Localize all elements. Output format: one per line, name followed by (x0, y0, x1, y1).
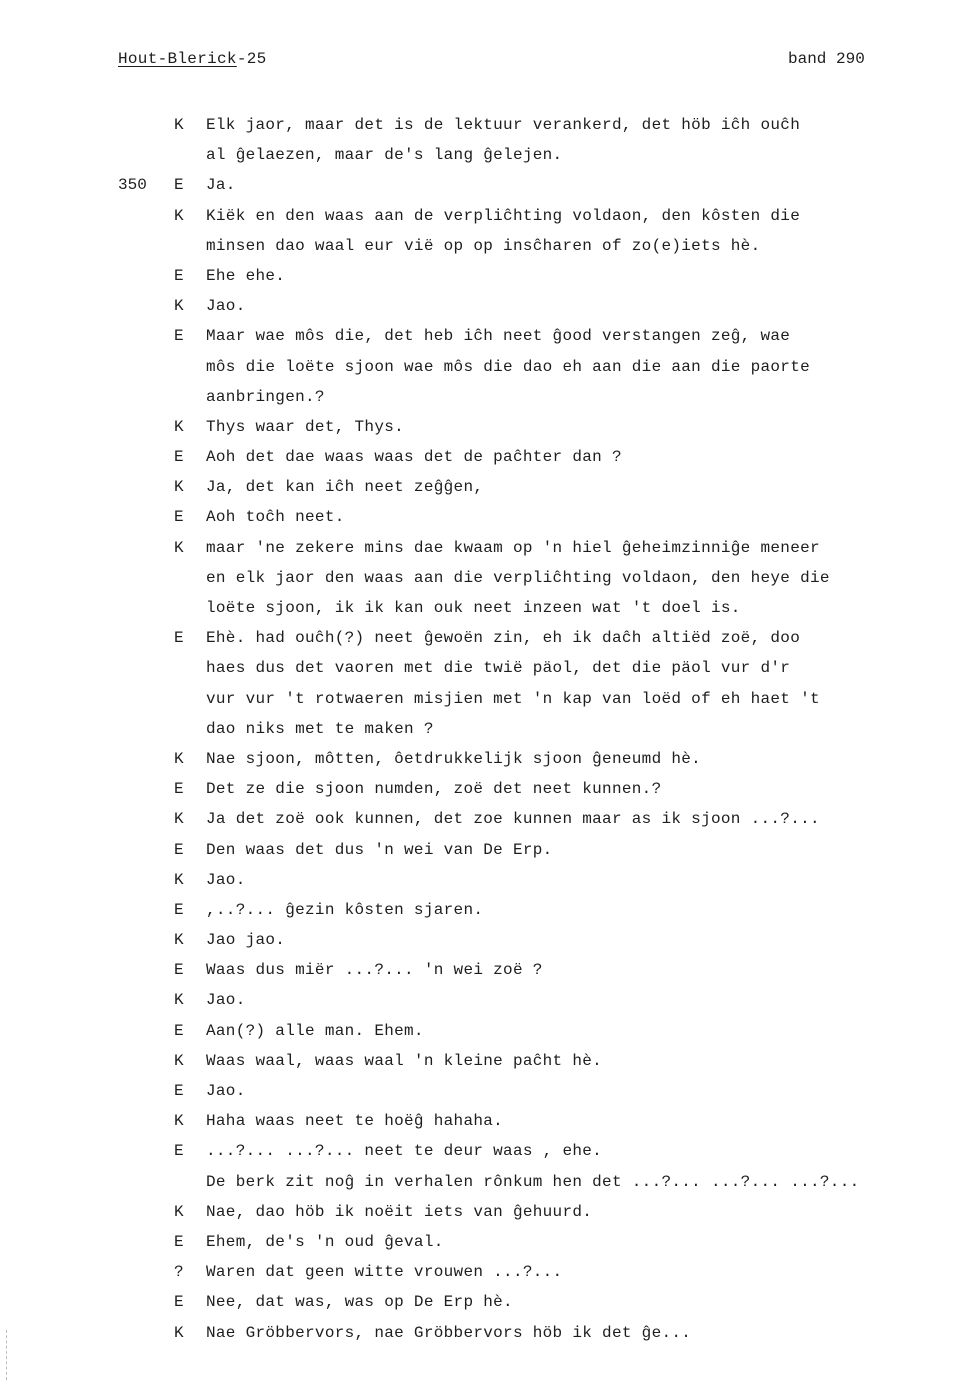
utterance-line: Ehem, de's 'n oud ĝeval. (206, 1232, 444, 1251)
header-page-number: -25 (236, 50, 267, 68)
utterance-line: Waas waal, waas waal 'n kleine paĉht hè. (206, 1051, 603, 1070)
speaker-code: K (174, 991, 184, 1010)
speaker-code: K (174, 810, 184, 829)
utterance-line: en elk jaor den waas aan die verpliĉhting voldaon, den heye die (206, 568, 830, 587)
utterance-line: Ja det zoë ook kunnen, det zoe kunnen maar as ik sjoon ...?... (206, 810, 820, 829)
transcript-entry (0, 1046, 973, 1076)
utterance-line: De berk zit noĝ in verhalen rônkum hen det ...?... ...?... ...?... (206, 1172, 860, 1191)
transcript-entry (0, 804, 973, 834)
utterance-line: loëte sjoon, ik ik kan ouk neet inzeen wat 't doel is. (206, 599, 741, 617)
margin-mark (6, 1330, 8, 1380)
speaker-code: K (174, 749, 184, 768)
speaker-code: E (174, 1293, 184, 1312)
utterance-line: Nae Gröbbervors, nae Gröbbervors höb ik det ĝe... (206, 1323, 692, 1342)
speaker-code: K (174, 1112, 184, 1131)
transcript-entry (0, 1197, 973, 1227)
transcript-entry (0, 442, 973, 472)
transcript-entry (0, 1257, 973, 1287)
speaker-code: E (174, 266, 184, 285)
speaker-code: K (174, 297, 184, 316)
utterance-line: Jao jao. (206, 931, 286, 950)
utterance-line: Jao. (206, 297, 246, 316)
speaker-code: E (174, 508, 184, 527)
utterance-line: Aoh toĉh neet. (206, 508, 345, 527)
utterance-line: Jao. (206, 1082, 246, 1100)
utterance-line: aanbringen.? (206, 387, 325, 406)
speaker-code: E (174, 448, 184, 467)
utterance-line: al ĝelaezen, maar de's lang ĝelejen. (206, 146, 563, 165)
speaker-code: E (174, 629, 184, 648)
utterance-line: Haha waas neet te hoëĝ hahaha. (206, 1112, 504, 1131)
utterance-line: Ja. (206, 176, 236, 195)
speaker-code: K (174, 538, 184, 557)
transcript-entry (0, 1106, 973, 1136)
transcript-entry (0, 472, 973, 502)
speaker-code: K (174, 1323, 184, 1342)
utterance-line: haes dus det vaoren met die twië päol, det die päol vur d'r (206, 659, 791, 678)
utterance-line: Waas dus miër ...?... 'n wei zoë ? (206, 961, 543, 980)
transcript-entry (0, 1136, 973, 1196)
transcript-entry (0, 1318, 973, 1348)
utterance-line: ,..?... ĝezin kôsten sjaren. (206, 900, 484, 919)
transcript-entry (0, 925, 973, 955)
utterance-line: Ehe ehe. (206, 266, 286, 285)
speaker-code: E (174, 840, 184, 859)
speaker-code: E (174, 780, 184, 799)
transcript-entry (0, 744, 973, 774)
transcript-entry (0, 1076, 973, 1106)
transcript-entry (0, 412, 973, 442)
transcript-entry (0, 623, 973, 744)
speaker-code: K (174, 116, 184, 134)
speaker-code: K (174, 870, 184, 889)
transcript-entry (0, 110, 973, 170)
utterance-line: Den waas det dus 'n wei van De Erp. (206, 840, 553, 859)
utterance-line: Jao. (206, 870, 246, 889)
speaker-code: E (174, 176, 184, 195)
speaker-code: E (174, 1142, 184, 1161)
utterance-line: Nee, dat was, was op De Erp hè. (206, 1293, 513, 1312)
speaker-code: E (174, 961, 184, 980)
utterance-line: ...?... ...?... neet te deur waas , ehe. (206, 1142, 603, 1161)
utterance-line: dao niks met te maken ? (206, 719, 434, 738)
utterance-line: Waren dat geen witte vrouwen ...?... (206, 1263, 563, 1282)
header-tape-number: band 290 (788, 50, 865, 68)
header-title: Hout-Blerick (118, 50, 237, 68)
speaker-code: K (174, 206, 184, 225)
utterance-line: Ja, det kan iĉh neet zeĝĝen, (206, 478, 484, 497)
transcript-entry (0, 291, 973, 321)
transcript-entry (0, 955, 973, 985)
transcript-entry (0, 502, 973, 532)
transcript-entry (0, 1016, 973, 1046)
utterance-line: Aan(?) alle man. Ehem. (206, 1021, 424, 1040)
speaker-code: E (174, 900, 184, 919)
transcript-entry (0, 985, 973, 1015)
utterance-line: Nae, dao höb ik noëit iets van ĝehuurd. (206, 1202, 593, 1221)
utterance-line: Det ze die sjoon numden, zoë det neet kunnen.? (206, 780, 662, 799)
utterance-line: Elk jaor, maar det is de lektuur verankerd, det höb iĉh ouĉh (206, 116, 801, 134)
transcript-entry (0, 261, 973, 291)
utterance-line: maar 'ne zekere mins dae kwaam op 'n hiel ĝeheimzinniĝe meneer (206, 538, 820, 557)
transcript-entry (0, 895, 973, 925)
speaker-code: E (174, 1021, 184, 1040)
utterance-line: vur vur 't rotwaeren misjien met 'n kap van loëd of eh haet 't (206, 689, 820, 708)
speaker-code: K (174, 1051, 184, 1070)
transcript-entry (0, 170, 973, 200)
utterance-line: Nae sjoon, môtten, ôetdrukkelijk sjoon ĝeneumd hè. (206, 749, 702, 768)
transcript-body (0, 110, 973, 1348)
speaker-code: K (174, 417, 184, 436)
utterance-line: môs die loëte sjoon wae môs die dao eh aan die aan die paorte (206, 357, 810, 376)
speaker-code: K (174, 931, 184, 950)
transcript-entry (0, 774, 973, 804)
utterance-line: Jao. (206, 991, 246, 1010)
utterance-line: Maar wae môs die, det heb iĉh neet ĝood verstangen zeĝ, wae (206, 327, 791, 346)
speaker-code: E (174, 1082, 184, 1100)
transcript-entry (0, 1227, 973, 1257)
speaker-code: E (174, 1232, 184, 1251)
utterance-line: Thys waar det, Thys. (206, 417, 405, 436)
speaker-code: ? (174, 1263, 184, 1282)
utterance-line: Kiëk en den waas aan de verpliĉhting voldaon, den kôsten die (206, 206, 801, 225)
speaker-code: E (174, 327, 184, 346)
transcript-entry (0, 1287, 973, 1317)
page-header (118, 50, 267, 68)
transcript-entry (0, 321, 973, 412)
transcript-entry (0, 533, 973, 624)
utterance-line: Ehè. had ouĉh(?) neet ĝewoën zin, eh ik daĉh altiëd zoë, doo (206, 629, 801, 648)
speaker-code: K (174, 478, 184, 497)
utterance-line: minsen dao waal eur vië op op insĉharen of zo(e)iets hè. (206, 236, 761, 255)
line-number: 350 (118, 176, 147, 195)
transcript-entry (0, 865, 973, 895)
speaker-code: K (174, 1202, 184, 1221)
utterance-line: Aoh det dae waas waas det de paĉhter dan ? (206, 448, 622, 467)
transcript-entry (0, 201, 973, 261)
transcript-entry (0, 835, 973, 865)
